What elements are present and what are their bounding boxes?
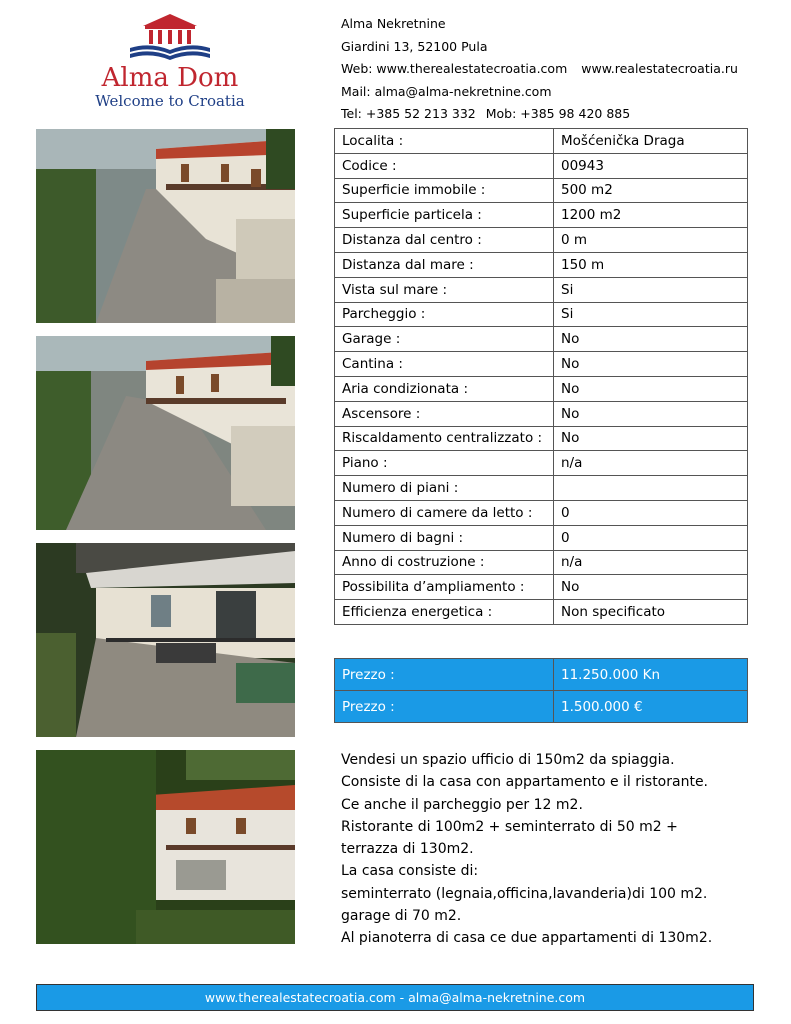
property-value: No (554, 401, 748, 426)
property-label: Superficie immobile : (335, 178, 554, 203)
contact-block (341, 13, 738, 126)
table-row (335, 228, 748, 253)
property-label: Numero di camere da letto : (335, 500, 554, 525)
property-label: Anno di costruzione : (335, 550, 554, 575)
table-row (335, 203, 748, 228)
price-row (335, 691, 748, 723)
table-row (335, 525, 748, 550)
property-label: Cantina : (335, 352, 554, 377)
table-row (335, 327, 748, 352)
property-photo-4 (36, 750, 295, 944)
table-row (335, 352, 748, 377)
description-line: Ristorante di 100m2 + seminterrato di 50 m2 + terrazza di 130m2. (341, 818, 678, 858)
property-label: Aria condizionata : (335, 376, 554, 401)
property-value: Si (554, 277, 748, 302)
web-link-ru[interactable]: www.realestatecroatia.ru (581, 61, 738, 76)
property-value: n/a (554, 451, 748, 476)
property-label: Distanza dal mare : (335, 252, 554, 277)
property-label: Distanza dal centro : (335, 228, 554, 253)
description-line: La casa consiste di: (341, 863, 479, 880)
table-row (335, 476, 748, 501)
property-value: 1200 m2 (554, 203, 748, 228)
property-value: No (554, 327, 748, 352)
web-link[interactable]: Web: www.therealestatecroatia.com (341, 61, 568, 76)
property-label: Localita : (335, 129, 554, 154)
web-line (341, 58, 738, 81)
property-value: No (554, 575, 748, 600)
price-table (334, 658, 748, 723)
property-label: Numero di piani : (335, 476, 554, 501)
property-label: Garage : (335, 327, 554, 352)
company-logo (90, 12, 250, 122)
table-row (335, 401, 748, 426)
temple-book-icon (125, 12, 215, 62)
logo-name: Alma Dom (101, 63, 239, 93)
table-row (335, 451, 748, 476)
price-value: 1.500.000 € (554, 691, 748, 723)
property-value: Mošćenička Draga (554, 129, 748, 154)
table-row (335, 600, 748, 625)
tel-number: Tel: +385 52 213 332 (341, 106, 476, 121)
property-value: 500 m2 (554, 178, 748, 203)
property-label: Efficienza energetica : (335, 600, 554, 625)
table-row (335, 153, 748, 178)
price-value: 11.250.000 Kn (554, 659, 748, 691)
property-label: Vista sul mare : (335, 277, 554, 302)
property-details-table (334, 128, 748, 625)
table-row (335, 277, 748, 302)
property-label: Codice : (335, 153, 554, 178)
property-value: 150 m (554, 252, 748, 277)
property-value: No (554, 352, 748, 377)
property-photo-1 (36, 129, 295, 323)
company-name: Alma Nekretnine (341, 16, 446, 31)
description-line: Al pianoterra di casa ce due appartamenti di 130m2. (341, 930, 713, 947)
property-value: No (554, 376, 748, 401)
company-address: Giardini 13, 52100 Pula (341, 38, 488, 54)
property-label: Superficie particela : (335, 203, 554, 228)
table-row (335, 376, 748, 401)
description-line: seminterrato (legnaia,officina,lavanderia)di 100 m2. (341, 885, 708, 902)
price-label: Prezzo : (335, 659, 554, 691)
description-line: Consiste di la casa con appartamento e il ristorante. (341, 774, 709, 791)
phone-line (341, 103, 738, 126)
property-value: No (554, 426, 748, 451)
property-value: 0 m (554, 228, 748, 253)
property-value: 00943 (554, 153, 748, 178)
property-label: Ascensore : (335, 401, 554, 426)
footer-bar[interactable]: www.therealestatecroatia.com - alma@alma-nekretnine.com (36, 984, 754, 1011)
property-label: Piano : (335, 451, 554, 476)
property-value: Si (554, 302, 748, 327)
table-row (335, 575, 748, 600)
table-row (335, 550, 748, 575)
mail-link[interactable]: Mail: alma@alma-nekretnine.com (341, 83, 552, 99)
mobile-number: Mob: +385 98 420 885 (485, 106, 631, 121)
property-value: 0 (554, 525, 748, 550)
table-row (335, 500, 748, 525)
property-label: Possibilita d’ampliamento : (335, 575, 554, 600)
property-value: n/a (554, 550, 748, 575)
logo-tagline: Welcome to Croatia (95, 92, 245, 110)
table-row (335, 252, 748, 277)
property-label: Riscaldamento centralizzato : (335, 426, 554, 451)
property-value (554, 476, 748, 501)
price-row (335, 659, 748, 691)
table-row (335, 302, 748, 327)
property-photo-2 (36, 336, 295, 530)
table-row (335, 129, 748, 154)
property-photo-3 (36, 543, 295, 737)
property-value: Non specificato (554, 600, 748, 625)
price-label: Prezzo : (335, 691, 554, 723)
property-description (341, 749, 736, 950)
description-line: Vendesi un spazio ufficio di 150m2 da spiaggia. (341, 752, 675, 768)
description-line: garage di 70 m2. (341, 908, 462, 925)
property-label: Numero di bagni : (335, 525, 554, 550)
table-row (335, 178, 748, 203)
table-row (335, 426, 748, 451)
property-label: Parcheggio : (335, 302, 554, 327)
property-value: 0 (554, 500, 748, 525)
description-line: Ce anche il parcheggio per 12 m2. (341, 796, 583, 813)
